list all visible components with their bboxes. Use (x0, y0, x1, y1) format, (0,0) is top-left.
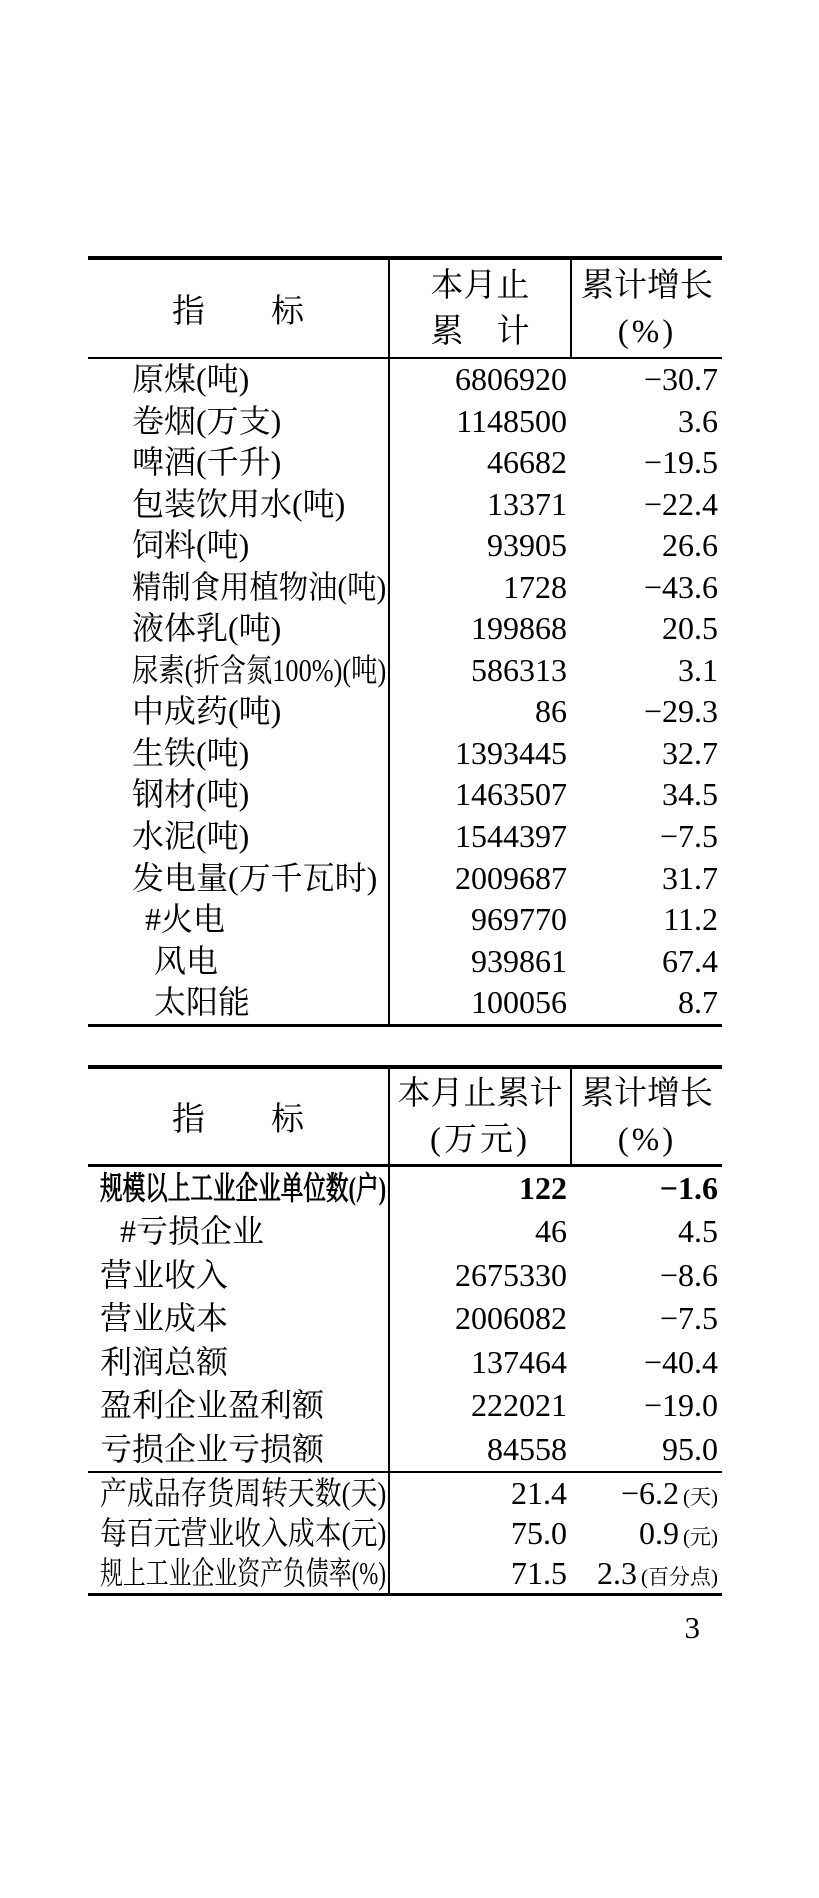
cumulative-value-cell (390, 1210, 572, 1253)
growth-cell (572, 1473, 722, 1513)
indicator-cell (88, 1254, 390, 1297)
growth-cell (572, 1167, 722, 1210)
growth-value: −6.2 (620, 1474, 679, 1511)
cumulative-value-cell (390, 1341, 572, 1384)
indicator-label: 尿素(折含氮100%)(吨) (132, 651, 387, 688)
growth-cell (572, 525, 722, 567)
growth-value: 11.2 (663, 901, 718, 938)
growth-cell (572, 774, 722, 816)
growth-value: −19.5 (643, 444, 718, 481)
growth-cell (572, 941, 722, 983)
cumulative-value-cell (390, 1384, 572, 1427)
indicator-cell (88, 608, 390, 650)
growth-cell (572, 982, 722, 1024)
cumulative-value: 1463507 (455, 776, 567, 813)
growth-value: −30.7 (643, 361, 718, 397)
indicator-label: 啤酒(千升) (132, 444, 282, 481)
cumulative-value: 71.5 (511, 1554, 567, 1591)
growth-value: 4.5 (678, 1213, 718, 1250)
cumulative-value-cell (390, 899, 572, 941)
indicator-label: 太阳能 (154, 984, 251, 1021)
growth-cell (572, 691, 722, 733)
cumulative-value-cell (390, 774, 572, 816)
indicator-cell (88, 733, 390, 775)
table-row (88, 1254, 722, 1297)
table-row (88, 1167, 722, 1210)
indicator-cell (88, 691, 390, 733)
indicator-cell (88, 1210, 390, 1253)
growth-value: 20.5 (662, 610, 718, 647)
value-header-line1: 本月止累计 (397, 1075, 563, 1112)
growth-header-line2: (%) (617, 313, 677, 350)
cumulative-value-cell (390, 941, 572, 983)
growth-cell (572, 899, 722, 941)
growth-cell (572, 858, 722, 900)
growth-cell (572, 1210, 722, 1253)
growth-value: 67.4 (662, 942, 718, 979)
cumulative-value-cell (390, 442, 572, 484)
growth-value: −40.4 (643, 1343, 718, 1380)
indicator-label: 产成品存货周转天数(天) (100, 1474, 387, 1511)
growth-cell (572, 401, 722, 443)
table-row (88, 1473, 722, 1513)
indicator-cell (88, 1384, 390, 1427)
indicator-label: 卷烟(万支) (132, 402, 282, 439)
indicator-cell (88, 774, 390, 816)
cumulative-value: 100056 (471, 984, 567, 1021)
indicator-cell (88, 525, 390, 567)
table-row (88, 650, 722, 692)
cumulative-value: 586313 (471, 651, 567, 688)
table-row (88, 982, 722, 1024)
growth-cell (572, 567, 722, 609)
cumulative-value: 199868 (471, 610, 567, 647)
growth-value: −43.6 (643, 568, 718, 605)
growth-cell (572, 608, 722, 650)
indicator-cell (88, 1167, 390, 1210)
indicator-cell (88, 1513, 390, 1553)
indicator-header (88, 1069, 390, 1164)
cumulative-value-cell (390, 1428, 572, 1471)
cumulative-value: 222021 (471, 1387, 567, 1424)
growth-header-line2: (%) (617, 1121, 677, 1158)
growth-value: −19.0 (643, 1387, 718, 1424)
indicator-label: 生铁(吨) (132, 734, 250, 771)
table-row (88, 941, 722, 983)
growth-unit: (元) (683, 1524, 718, 1549)
table-row (88, 1513, 722, 1553)
indicator-cell (88, 650, 390, 692)
cumulative-value-cell (390, 1254, 572, 1297)
indicator-label: 利润总额 (100, 1343, 229, 1380)
growth-value: −8.6 (659, 1256, 718, 1293)
growth-value: −7.5 (659, 818, 718, 855)
indicator-label: 规模以上工业企业单位数(户) (100, 1170, 387, 1206)
indicator-label: 钢材(吨) (132, 776, 250, 813)
indicator-cell (88, 442, 390, 484)
table-body (88, 359, 722, 1024)
cumulative-value: 1148500 (456, 402, 567, 439)
indicator-label: #亏损企业 (120, 1213, 265, 1250)
table-header (88, 260, 722, 359)
cumulative-value-cell (390, 982, 572, 1024)
cumulative-value: 2675330 (455, 1256, 567, 1293)
table-row (88, 1297, 722, 1340)
cumulative-value-cell (390, 525, 572, 567)
table-row (88, 567, 722, 609)
enterprise-finance-table (88, 1065, 722, 1596)
growth-value: 3.6 (678, 402, 718, 439)
table-row (88, 691, 722, 733)
cumulative-value-cell (390, 401, 572, 443)
cumulative-value: 969770 (471, 901, 567, 938)
cumulative-value: 84558 (487, 1430, 567, 1467)
table-row (88, 608, 722, 650)
growth-unit: (天) (683, 1484, 718, 1509)
growth-value: 34.5 (662, 776, 718, 813)
indicator-label: 中成药(吨) (132, 693, 282, 730)
growth-cell (572, 733, 722, 775)
cumulative-value: 93905 (487, 527, 567, 564)
table-row (88, 359, 722, 401)
cumulative-value-cell (390, 1513, 572, 1553)
growth-cell (572, 1428, 722, 1471)
indicator-label: 每百元营业收入成本(元) (100, 1514, 387, 1551)
growth-header-line1: 累计增长 (581, 1075, 713, 1112)
indicator-header-label: 指 标 (172, 294, 304, 330)
cumulative-value-cell (390, 816, 572, 858)
cumulative-value: 2009687 (455, 859, 567, 896)
growth-value: −29.3 (643, 693, 718, 730)
cumulative-value: 1728 (503, 568, 567, 605)
growth-cell (572, 359, 722, 401)
cumulative-value: 137464 (471, 1343, 567, 1380)
indicator-label: 发电量(万千瓦时) (132, 859, 378, 896)
growth-cell (572, 650, 722, 692)
indicator-label: #火电 (145, 901, 226, 938)
table-row (88, 1553, 722, 1593)
cumulative-value-cell (390, 691, 572, 733)
cumulative-value: 75.0 (511, 1514, 567, 1551)
table-row (88, 899, 722, 941)
table-row (88, 1384, 722, 1427)
growth-value: 95.0 (662, 1430, 718, 1467)
indicator-cell (88, 1553, 390, 1593)
table-row (88, 774, 722, 816)
page-number: 3 (684, 1610, 700, 1645)
growth-value: −22.4 (643, 485, 718, 522)
indicator-cell (88, 858, 390, 900)
growth-cell (572, 1553, 722, 1593)
indicator-label: 规上工业企业资产负债率(%) (100, 1554, 386, 1591)
growth-value: 32.7 (662, 734, 718, 771)
table-row (88, 401, 722, 443)
cumulative-value: 122 (519, 1170, 567, 1206)
growth-unit: (百分点) (641, 1564, 718, 1589)
growth-cell (572, 1297, 722, 1340)
growth-value: 31.7 (662, 859, 718, 896)
indicator-label: 饲料(吨) (132, 527, 250, 564)
table-body-main (88, 1167, 722, 1471)
indicator-label: 盈利企业盈利额 (100, 1387, 325, 1424)
cumulative-value: 21.4 (511, 1474, 567, 1511)
indicator-label: 营业收入 (100, 1256, 229, 1293)
table-row (88, 1341, 722, 1384)
growth-cell (572, 1513, 722, 1553)
growth-value: 26.6 (662, 527, 718, 564)
table-row (88, 858, 722, 900)
table-row (88, 525, 722, 567)
cumulative-value-cell (390, 650, 572, 692)
indicator-label: 营业成本 (100, 1300, 229, 1337)
cumulative-value: 939861 (471, 942, 567, 979)
cumulative-value: 46 (535, 1213, 567, 1250)
cumulative-value-header (390, 1069, 572, 1164)
value-header-line1: 本月止 (430, 267, 530, 304)
growth-value: 8.7 (678, 984, 718, 1021)
table-row (88, 1210, 722, 1253)
indicator-label: 水泥(吨) (132, 818, 250, 855)
cumulative-value-cell (390, 484, 572, 526)
cumulative-value: 46682 (487, 444, 567, 481)
indicator-cell (88, 1341, 390, 1384)
indicator-header (88, 260, 390, 357)
indicator-label: 精制食用植物油(吨) (132, 568, 387, 605)
cumulative-value: 13371 (487, 485, 567, 522)
table-row (88, 1428, 722, 1471)
growth-cell (572, 1341, 722, 1384)
indicator-cell (88, 1428, 390, 1471)
indicator-cell (88, 1297, 390, 1340)
indicator-label: 液体乳(吨) (132, 610, 282, 647)
indicator-cell (88, 401, 390, 443)
table-row (88, 484, 722, 526)
cumulative-value-cell (390, 1553, 572, 1593)
growth-value: −7.5 (659, 1300, 718, 1337)
indicator-label: 亏损企业亏损额 (100, 1430, 325, 1467)
cumulative-value-cell (390, 1473, 572, 1513)
table-row (88, 442, 722, 484)
growth-header-line1: 累计增长 (581, 267, 713, 304)
growth-value: 3.1 (678, 651, 718, 688)
growth-cell (572, 484, 722, 526)
cumulative-value-cell (390, 1297, 572, 1340)
indicator-label: 原煤(吨) (132, 361, 250, 397)
indicator-label: 包装饮用水(吨) (132, 485, 346, 522)
indicator-label: 风电 (154, 942, 219, 979)
cumulative-value: 2006082 (455, 1300, 567, 1337)
table-body-ratios (88, 1471, 722, 1593)
growth-cell (572, 442, 722, 484)
cumulative-value-cell (390, 733, 572, 775)
growth-value: 0.9 (639, 1514, 679, 1551)
cumulative-value: 1393445 (455, 734, 567, 771)
indicator-cell (88, 567, 390, 609)
growth-cell (572, 816, 722, 858)
cumulative-value-cell (390, 1167, 572, 1210)
indicator-cell (88, 941, 390, 983)
cumulative-value-cell (390, 359, 572, 401)
cumulative-value: 1544397 (455, 818, 567, 855)
cumulative-value: 86 (535, 693, 567, 730)
table-row (88, 733, 722, 775)
cumulative-value-cell (390, 858, 572, 900)
cumulative-value-cell (390, 567, 572, 609)
cumulative-value: 6806920 (455, 361, 567, 397)
growth-header (572, 260, 722, 357)
indicator-cell (88, 982, 390, 1024)
indicator-header-label: 指 标 (172, 1102, 304, 1138)
growth-header (572, 1069, 722, 1164)
indicator-cell (88, 484, 390, 526)
indicator-cell (88, 899, 390, 941)
growth-cell (572, 1384, 722, 1427)
cumulative-value-header (390, 260, 572, 357)
growth-value: 2.3 (597, 1554, 637, 1591)
value-header-line2: 累 计 (430, 313, 530, 350)
indicator-cell (88, 359, 390, 401)
value-header-line2: (万元) (430, 1121, 530, 1158)
indicator-cell (88, 1473, 390, 1513)
cumulative-value-cell (390, 608, 572, 650)
industrial-output-table (88, 256, 722, 1027)
indicator-cell (88, 816, 390, 858)
table-row (88, 816, 722, 858)
growth-value: −1.6 (659, 1170, 718, 1206)
table-header (88, 1069, 722, 1167)
growth-cell (572, 1254, 722, 1297)
